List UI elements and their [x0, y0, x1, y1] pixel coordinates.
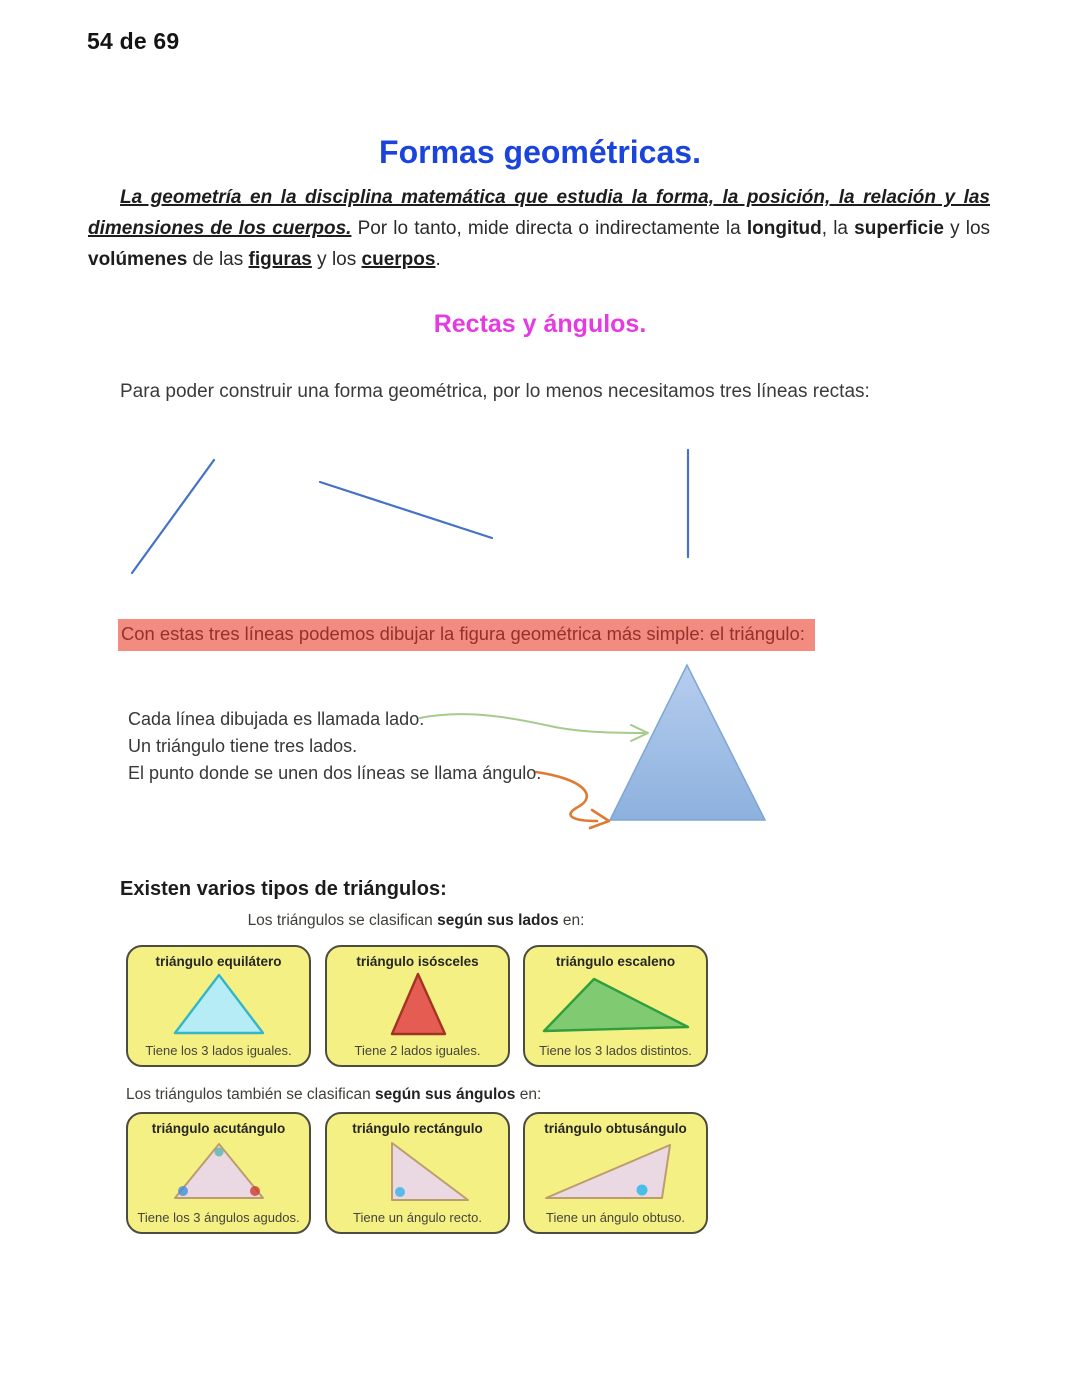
card-obtusangulo [523, 1112, 708, 1234]
card-isosceles [325, 945, 510, 1067]
note-lado: Cada línea dibujada es llamada lado. [128, 709, 425, 729]
card-equilatero [126, 945, 311, 1067]
angle-mark-icon [395, 1187, 405, 1197]
caption-bold: según sus ángulos [375, 1086, 516, 1103]
scalene-triangle-icon [536, 971, 696, 1037]
angle-mark-icon [636, 1185, 647, 1196]
line-segment-diagonal-middle [320, 482, 492, 538]
card-rectangulo [325, 1112, 510, 1234]
intro-underline-figuras: figuras [248, 249, 312, 270]
highlighted-sentence: Con estas tres líneas podemos dibujar la figura geométrica más simple: el triángulo: [118, 619, 815, 651]
note-tres-lados: Un triángulo tiene tres lados. [128, 736, 358, 756]
caption-text: Los triángulos se clasifican [247, 912, 438, 929]
card-title: triángulo equilátero [155, 954, 282, 969]
types-heading: Existen varios tipos de triángulos: [120, 878, 447, 900]
intro-text: de las [187, 249, 249, 270]
card-caption: Tiene los 3 lados iguales. [145, 1043, 292, 1058]
caption-by-angles [126, 1086, 541, 1104]
right-triangle-icon [338, 1138, 498, 1204]
caption-text: en: [558, 912, 585, 929]
acute-triangle-icon [139, 1138, 299, 1204]
card-title: triángulo acutángulo [151, 1121, 286, 1136]
intro-text: , la [821, 218, 855, 239]
triangle-annotation-figure [0, 658, 1080, 840]
equilateral-triangle-icon [139, 971, 299, 1037]
intro-text: y los [943, 218, 991, 239]
page-title: Formas geométricas. [379, 134, 701, 170]
card-caption: Tiene los 3 lados distintos. [539, 1043, 692, 1058]
card-caption: Tiene los 3 ángulos agudos. [137, 1210, 300, 1225]
intro-text: y los [311, 249, 362, 270]
obtuse-triangle-icon [536, 1138, 696, 1204]
angle-mark-icon [250, 1186, 260, 1196]
card-caption: Tiene un ángulo recto. [353, 1210, 482, 1225]
note-angulo: El punto donde se unen dos líneas se llama ángulo. [128, 763, 542, 783]
card-title: triángulo isósceles [356, 954, 479, 969]
page-indicator: 54 de 69 [87, 28, 180, 54]
lines-intro-paragraph: Para poder construir una forma geométrica, por lo menos necesitamos tres líneas rectas: [120, 381, 870, 402]
intro-underline-cuerpos: cuerpos [361, 249, 436, 270]
intro-bold-volumenes: volúmenes [88, 249, 188, 270]
card-title: triángulo escaleno [555, 954, 676, 969]
intro-lead-definition: La geometría en la disciplina matemática que estudia la forma, la posición, la relación y las dimensiones de los cuerpos. [88, 187, 990, 239]
caption-text: en: [515, 1086, 542, 1103]
angulo-arrow-icon [536, 772, 609, 828]
angle-mark-icon [178, 1186, 188, 1196]
intro-bold-superficie: superficie [854, 218, 944, 239]
intro-paragraph [88, 182, 990, 275]
intro-text: . [435, 249, 441, 270]
intro-text: Por lo tanto, mide directa o indirectamente la [351, 218, 747, 239]
section-heading-rectas-angulos: Rectas y ángulos. [433, 310, 647, 338]
triangle-shape [610, 665, 765, 820]
angle-mark-icon [214, 1148, 223, 1157]
card-title: triángulo rectángulo [352, 1121, 483, 1136]
card-escaleno [523, 945, 708, 1067]
isosceles-triangle-icon [338, 971, 498, 1037]
card-caption: Tiene un ángulo obtuso. [545, 1210, 685, 1225]
caption-by-sides [126, 912, 706, 930]
card-acutangulo [126, 1112, 311, 1234]
card-caption: Tiene 2 lados iguales. [354, 1043, 481, 1058]
intro-bold-longitud: longitud [746, 218, 822, 239]
three-lines-figure [0, 440, 1080, 590]
caption-text: Los triángulos también se clasifican [126, 1086, 375, 1103]
card-title: triángulo obtusángulo [544, 1121, 687, 1136]
caption-bold: según sus lados [437, 912, 559, 929]
line-segment-diagonal-left [132, 460, 214, 573]
triangle-notes [128, 706, 541, 787]
